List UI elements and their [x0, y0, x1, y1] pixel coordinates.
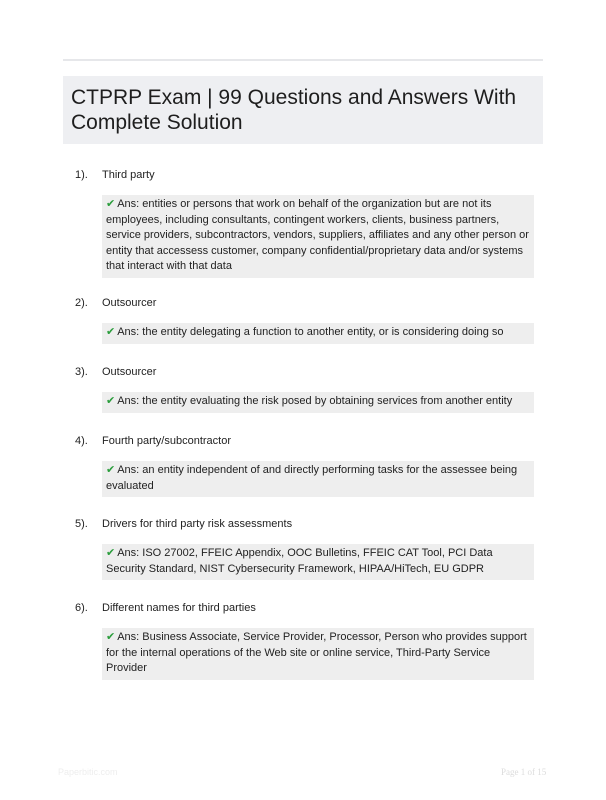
answer-box [102, 323, 534, 344]
answer-text: Ans: the entity evaluating the risk posed by obtaining services from another entity [117, 395, 513, 407]
answer-text: Ans: ISO 27002, FFEIC Appendix, OOC Bulletins, FFEIC CAT Tool, PCI Data Security Standard, NIST Cybersecurity Framework, HIPAA/HiTech, EU GDPR [106, 547, 493, 575]
question-text: Drivers for third party risk assessments [102, 518, 293, 530]
top-divider [63, 59, 543, 61]
answer-box [102, 544, 534, 580]
question-number: 3). [75, 366, 88, 378]
footer-site-watermark: Paperbitic.com [58, 767, 118, 777]
qa-item-3 [63, 365, 543, 413]
qa-item-5 [63, 517, 543, 580]
answer-box [102, 461, 534, 497]
answer-text: Ans: an entity independent of and directly performing tasks for the assessee being evaluated [106, 464, 518, 492]
qa-item-4 [63, 434, 543, 497]
qa-item-6 [63, 601, 543, 680]
qa-item-1 [63, 168, 543, 278]
question-number: 4). [75, 435, 88, 447]
answer-text: Ans: entities or persons that work on behalf of the organization but are not its employees, including consultants, contingent workers, clients, business partners, service providers, subcontractors, vendors, suppliers, affiliates and any other person or entity that accessess customer, company confidential/proprietary data and/or systems that interact with that data [106, 198, 529, 272]
question-number: 1). [75, 169, 88, 181]
question-text: Outsourcer [102, 297, 157, 309]
title-banner [63, 76, 543, 144]
check-icon: ✔ [106, 464, 116, 476]
question-text: Different names for third parties [102, 602, 256, 614]
answer-text: Ans: Business Associate, Service Provider, Processor, Person who provides support for the internal operations of the Web site or online service, Third-Party Service Provider [106, 631, 527, 674]
question-text: Fourth party/subcontractor [102, 435, 232, 447]
check-icon: ✔ [106, 547, 116, 559]
document-title: CTPRP Exam | 99 Questions and Answers With Complete Solution [71, 86, 517, 134]
question-number: 6). [75, 602, 88, 614]
answer-box [102, 195, 534, 278]
answer-text: Ans: the entity delegating a function to another entity, or is considering doing so [117, 326, 504, 338]
question-number: 2). [75, 297, 88, 309]
answer-box [102, 628, 534, 680]
question-text: Third party [102, 169, 155, 181]
answer-box [102, 392, 534, 413]
check-icon: ✔ [106, 198, 116, 210]
qa-item-2 [63, 296, 543, 344]
check-icon: ✔ [106, 326, 116, 338]
question-text: Outsourcer [102, 366, 157, 378]
check-icon: ✔ [106, 631, 116, 643]
footer-page-number: Page 1 of 15 [501, 767, 547, 777]
check-icon: ✔ [106, 395, 116, 407]
question-number: 5). [75, 518, 88, 530]
